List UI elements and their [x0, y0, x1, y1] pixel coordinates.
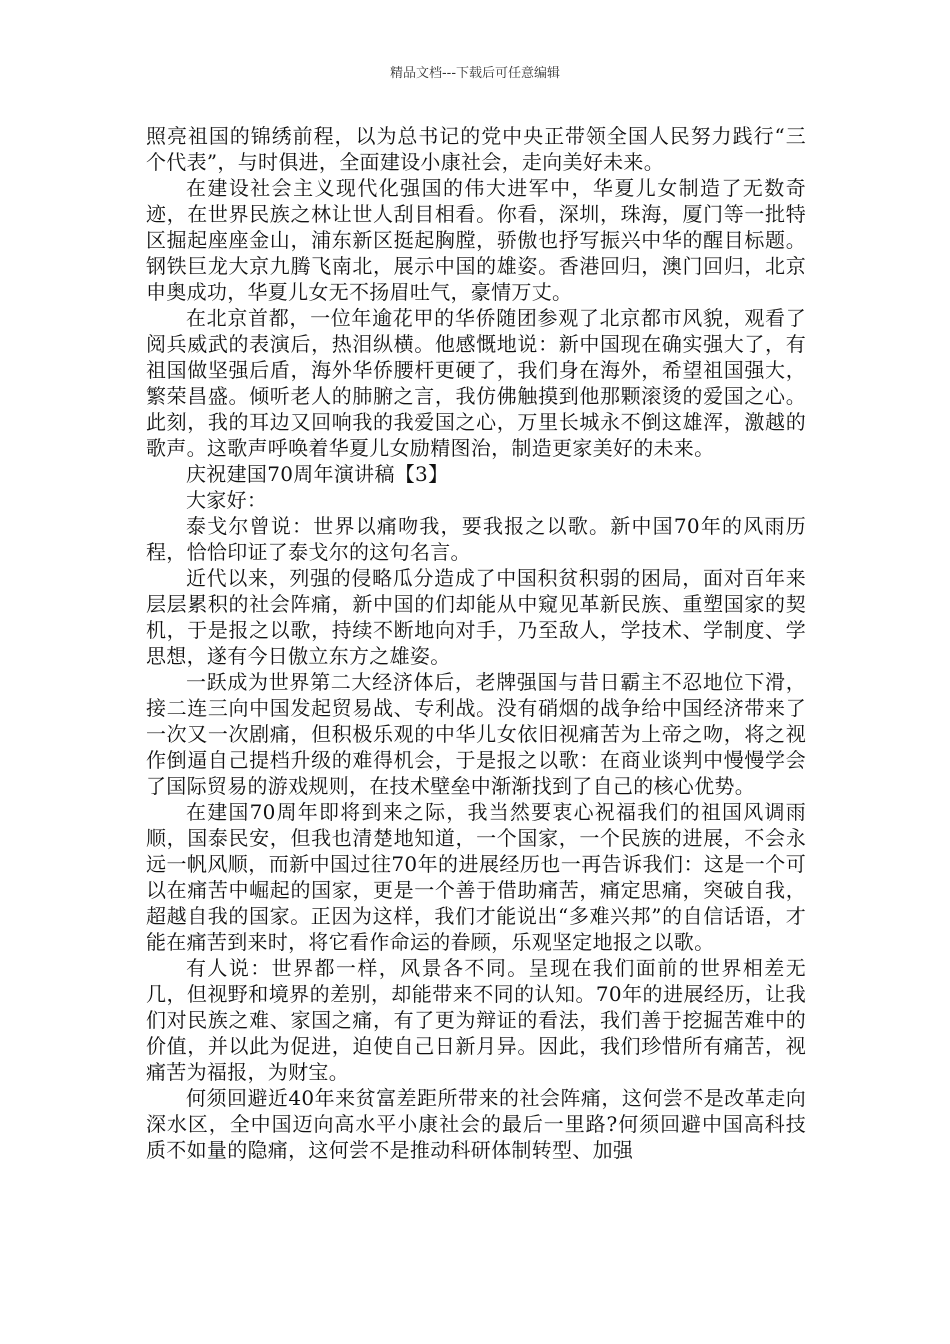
greeting: 大家好： — [186, 488, 268, 512]
paragraph: 何须回避近40年来贫富差距所带来的社会阵痛，这何尝不是改革走向深水区，全中国迈向高水平小康社会的最后一里路?何须回避中国高科技质不如量的隐痛，这何尝不是推动科研体制转型、加强 — [146, 1086, 806, 1162]
page-header: 精品文档---下载后可任意编辑 — [389, 66, 561, 81]
paragraph: 在建设社会主义现代化强国的伟大进军中，华夏儿女制造了无数奇迹，在世界民族之林让世人刮目相看。你看，深圳，珠海，厦门等一批特区掘起座座金山，浦东新区挺起胸膛，骄傲也抒写振兴中华的醒目标题。钢铁巨龙大京九腾飞南北，展示中国的雄姿。香港回归，澳门回归，北京申奥成功，华夏儿女无不扬眉吐气，豪情万丈。 — [146, 176, 806, 304]
paragraph: 有人说：世界都一样，风景各不同。呈现在我们面前的世界相差无几，但视野和境界的差别，却能带来不同的认知。70年的进展经历，让我们对民族之难、家国之痛，有了更为辩证的看法，我们善于挖掘苦难中的价值，并以此为促进，迫使自己日新月异。因此，我们珍惜所有痛苦，视痛苦为福报，为财宝。 — [146, 956, 806, 1084]
paragraph: 泰戈尔曾说：世界以痛吻我，要我报之以歌。新中国70年的风雨历程，恰恰印证了泰戈尔的这句名言。 — [146, 514, 806, 564]
document-body — [146, 123, 806, 1163]
paragraph: 近代以来，列强的侵略瓜分造成了中国积贫积弱的困局，面对百年来层层累积的社会阵痛，新中国的们却能从中窥见革新民族、重塑国家的契机，于是报之以歌，持续不断地向对手，乃至敌人，学技术、学制度、学思想，遂有今日傲立东方之雄姿。 — [146, 566, 806, 668]
paragraph: 一跃成为世界第二大经济体后，老牌强国与昔日霸主不忍地位下滑，接二连三向中国发起贸易战、专利战。没有硝烟的战争给中国经济带来了一次又一次剧痛，但积极乐观的中华儿女依旧视痛苦为上帝之吻，将之视作倒逼自己提档升级的难得机会，于是报之以歌：在商业谈判中慢慢学会了国际贸易的游戏规则，在技术壁垒中渐渐找到了自己的核心优势。 — [146, 670, 806, 798]
paragraph-continuation: 照亮祖国的锦绣前程，以为总书记的党中央正带领全国人民努力践行“三个代表”，与时俱进，全面建设小康社会，走向美好未来。 — [146, 124, 806, 174]
section-title: 庆祝建国70周年演讲稿【3】 — [186, 462, 449, 486]
paragraph: 在建国70周年即将到来之际，我当然要衷心祝福我们的祖国风调雨顺，国泰民安，但我也清楚地知道，一个国家，一个民族的进展，不会永远一帆风顺，而新中国过往70年的进展经历也一再告诉我们：这是一个可以在痛苦中崛起的国家，更是一个善于借助痛苦，痛定思痛，突破自我，超越自我的国家。正因为这样，我们才能说出“多难兴邦”的自信话语，才能在痛苦到来时，将它看作命运的眷顾，乐观坚定地报之以歌。 — [146, 800, 806, 954]
paragraph: 在北京首都，一位年逾花甲的华侨随团参观了北京都市风貌，观看了阅兵威武的表演后，热泪纵横。他感慨地说：新中国现在确实强大了，有祖国做坚强后盾，海外华侨腰杆更硬了，我们身在海外，希望祖国强大，繁荣昌盛。倾听老人的肺腑之言，我仿佛触摸到他那颗滚烫的爱国之心。此刻，我的耳边又回响我的我爱国之心，万里长城永不倒这雄浑，激越的歌声。这歌声呼唤着华夏儿女励精图治，制造更家美好的未来。 — [146, 306, 806, 460]
